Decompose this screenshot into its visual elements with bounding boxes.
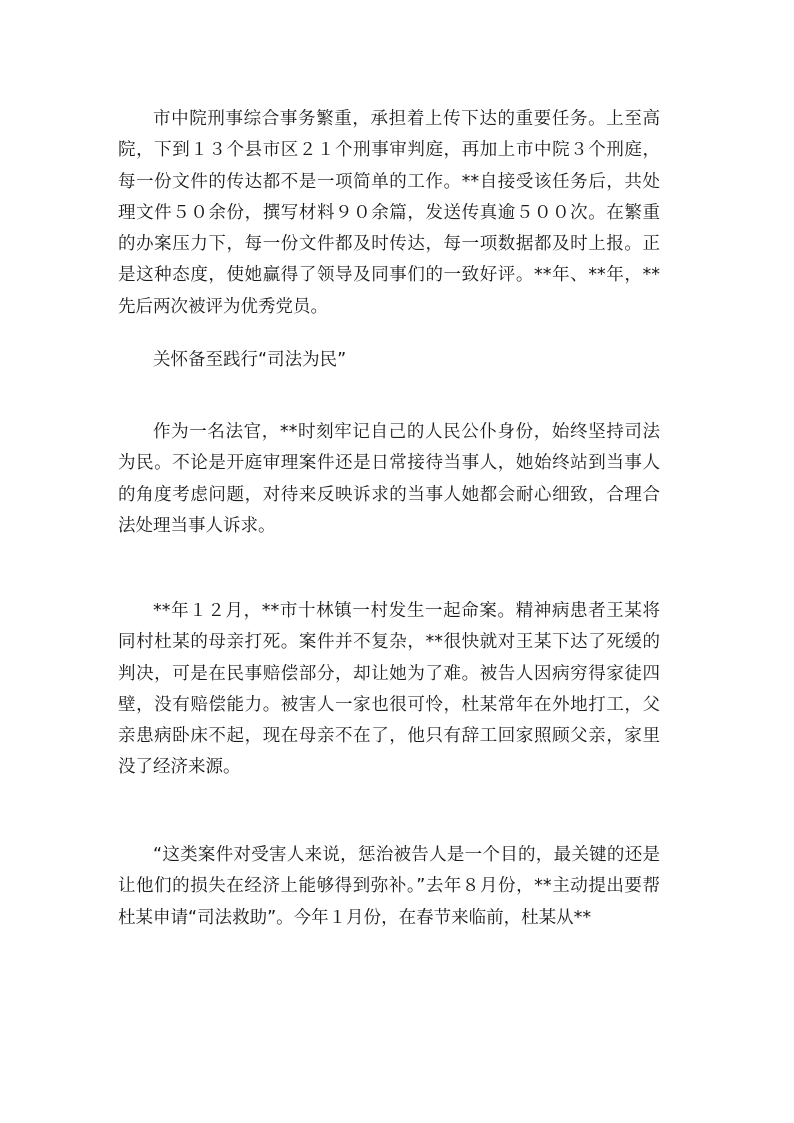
paragraph-quote	[118, 840, 660, 934]
paragraph-service	[118, 417, 660, 542]
section-heading	[118, 345, 660, 376]
paragraph-case	[118, 596, 660, 784]
paragraph-text: **年１２月，**市十林镇一村发生一起命案。精神病患者王某将同村杜某的母亲打死。案件并不复杂，**很快就对王某下达了死缓的判决，可是在民事赔偿部分，却让她为了难。被告人因病穷得家徒四壁，没有赔偿能力。被害人一家也很可怜，杜某常年在外地打工，父亲患病卧床不起，现在母亲不在了，他只有辞工回家照顾父亲，家里没了经济来源。	[118, 601, 660, 778]
paragraph-text: 作为一名法官，**时刻牢记自己的人民公仆身份，始终坚持司法为民。不论是开庭审理案件还是日常接待当事人，她始终站到当事人的角度考虑问题，对待来反映诉求的当事人她都会耐心细致，合理合法处理当事人诉求。	[118, 422, 660, 536]
paragraph-text: “这类案件对受害人来说，惩治被告人是一个目的，最关键的还是让他们的损失在经济上能够得到弥补。”去年８月份，**主动提出要帮杜某申请“司法救助”。今年１月份，在春节来临前，杜某从**	[118, 845, 660, 928]
paragraph-text: 市中院刑事综合事务繁重，承担着上传下达的重要任务。上至高院，下到１３个县市区２１个刑事审判庭，再加上市中院３个刑庭，每一份文件的传达都不是一项简单的工作。**自接受该任务后，共处理文件５０余份，撰写材料９０余篇，发送传真逾５００次。在繁重的办案压力下，每一份文件都及时传达，每一项数据都及时上报。正是这种态度，使她赢得了领导及同事们的一致好评。**年、**年，**先后两次被评为优秀党员。	[118, 109, 660, 317]
paragraph-workload	[118, 104, 660, 323]
heading-text: 关怀备至践行“司法为民”	[153, 350, 347, 370]
